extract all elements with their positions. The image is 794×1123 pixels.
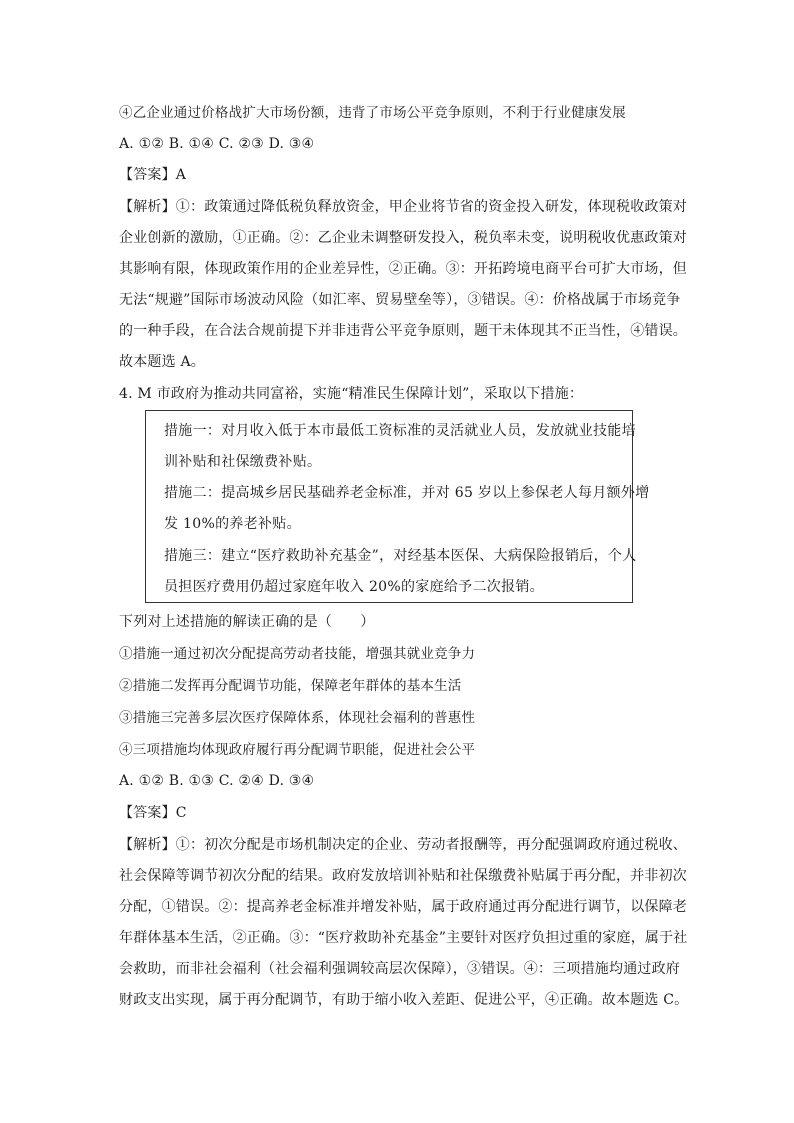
q3-analysis-line: 企业创新的激励，①正确。②：乙企业未调整研发投入，税负率未变，说明税收优惠政策对 [119, 230, 687, 246]
q4-analysis-line: 【解析】①：初次分配是市场机制决定的企业、劳动者报酬等，再分配强调政府通过税收、 [119, 837, 687, 853]
measure-line: 措施二：提高城乡居民基础养老金标准，并对 65 岁以上参保老人每月额外增 [164, 485, 650, 501]
q3-answer: 【答案】A [119, 167, 187, 183]
q4-choices: A. ①② B. ①③ C. ②④ D. ③④ [119, 773, 315, 789]
q3-analysis-line: 故本题选 A。 [119, 354, 205, 370]
q3-analysis-line: 无法“规避”国际市场波动风险（如汇率、贸易壁垒等），③错误。④：价格战属于市场竞争 [119, 292, 681, 308]
measure-line: 训补贴和社保缴费补贴。 [164, 454, 322, 470]
q4-option: ④三项措施均体现政府履行再分配调节职能，促进社会公平 [119, 742, 476, 758]
q4-analysis-line: 会救助，而非社会福利（社会福利强调较高层次保障），③错误。④：三项措施均通过政府 [119, 961, 680, 977]
q3-analysis-line: 的一种手段，在合法合规前提下并非违背公平竞争原则，题干未体现其不正当性，④错误。 [119, 323, 687, 339]
q3-option-4: ④乙企业通过价格战扩大市场份额，违背了市场公平竞争原则，不利于行业健康发展 [119, 105, 626, 121]
q4-analysis-line: 财政支出实现，属于再分配调节，有助于缩小收入差距、促进公平，④正确。故本题选 C。 [119, 992, 689, 1008]
q4-question: 下列对上述措施的解读正确的是（ ） [119, 614, 375, 630]
measure-line: 措施三：建立“医疗救助补充基金”，对经基本医保、大病保险报销后，个人 [164, 548, 637, 564]
q3-analysis-line: 其影响有限，体现政策作用的企业差异性，②正确。③：开拓跨境电商平台可扩大市场，但 [119, 261, 687, 277]
q4-analysis-line: 分配，①错误。②：提高养老金标准并增发补贴，属于政府通过再分配进行调节，以保障老 [119, 899, 687, 915]
q4-stem: 4. M 市政府为推动共同富裕，实施“精准民生保障计划”，采取以下措施： [119, 386, 584, 402]
measure-line: 措施一：对月收入低于本市最低工资标准的灵活就业人员，发放就业技能培 [164, 423, 636, 439]
measures-box [145, 410, 650, 603]
q4-option: ③措施三完善多层次医疗保障体系，体现社会福利的普惠性 [119, 710, 476, 726]
q4-analysis-line: 年群体基本生活，②正确。③：“医疗救助补充基金”主要针对医疗负担过重的家庭，属于社 [119, 930, 688, 946]
q4-analysis-line: 社会保障等调节初次分配的结果。政府发放培训补贴和社保缴费补贴属于再分配，并非初次 [119, 868, 687, 884]
q3-analysis-line: 【解析】①：政策通过降低税负释放资金，甲企业将节省的资金投入研发，体现税收政策对 [119, 199, 687, 215]
q4-option: ①措施一通过初次分配提高劳动者技能，增强其就业竞争力 [119, 646, 476, 662]
q4-option: ②措施二发挥再分配调节功能，保障老年群体的基本生活 [119, 678, 462, 694]
q3-choices: A. ①② B. ①④ C. ②③ D. ③④ [119, 136, 315, 152]
measure-line: 员担医疗费用仍超过家庭年收入 20%的家庭给予二次报销。 [164, 579, 544, 595]
measure-line: 发 10%的养老补贴。 [164, 516, 301, 532]
q4-answer: 【答案】C [119, 805, 187, 821]
